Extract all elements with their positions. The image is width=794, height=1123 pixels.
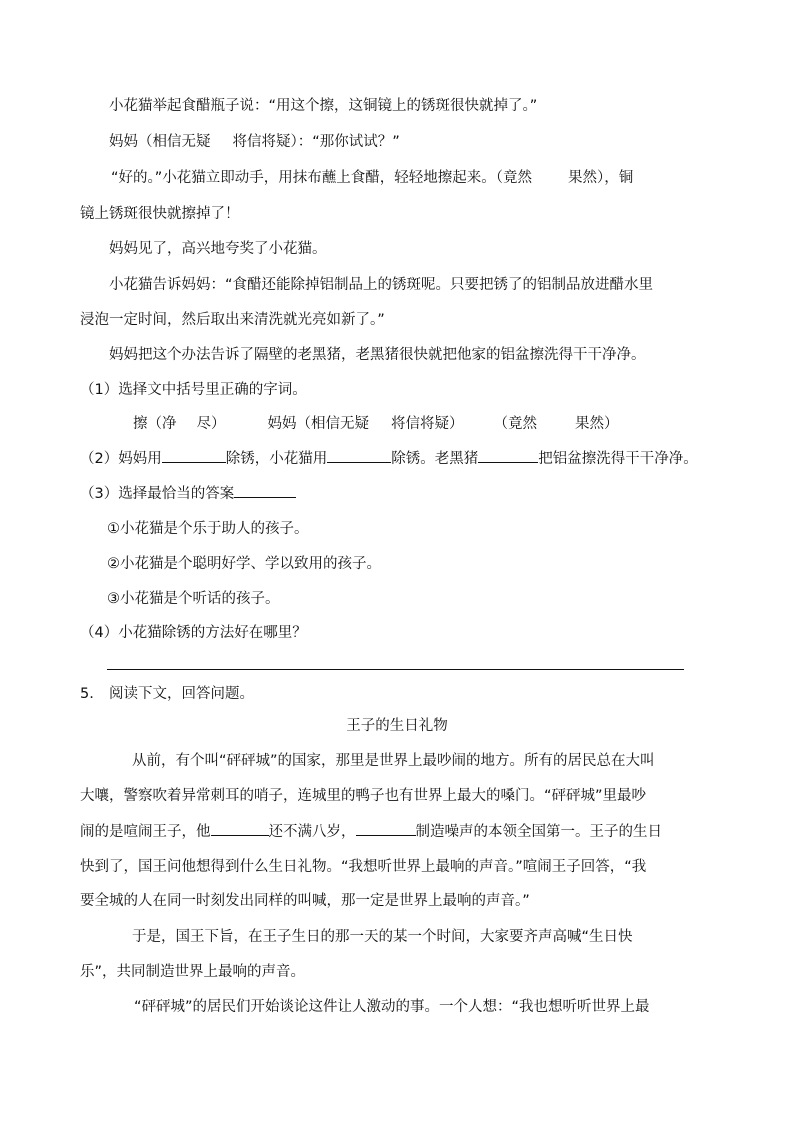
choice-text: “好的。”小花猫立即动手，用抹布蘸上食醋，轻轻地擦起来。（竟然 (111, 170, 533, 186)
story-paragraph-2-line-1: 于是，国王下旨，在王子生日的那一天的某一个时间，大家要齐声高喊“生日快 (132, 929, 633, 945)
passage-paragraph-3-line-2: 镜上锈斑很快就擦掉了！ (80, 206, 240, 222)
answer-blank[interactable] (478, 448, 538, 463)
story-text: 制造噪声的本领全国第一。王子的生日 (415, 824, 662, 840)
question-1-options (133, 413, 619, 435)
passage-paragraph-5-line-1: 小花猫告诉妈妈：“食醋还能除掉铝制品上的锈斑呢。只要把锈了的铝制品放进醋水里 (109, 277, 654, 293)
story-paragraph-1-line-1: 从前，有个叫“砰砰城”的国家，那里是世界上最吵闹的地方。所有的居民总在大叫 (132, 753, 655, 769)
story-paragraph-1-line-4: 快到了，国王问他想得到什么生日礼物。“我想听世界上最响的声音。”喧闹王子回答，“我 (80, 859, 647, 875)
question-3-option-2: ②小花猫是个聪明好学、学以致用的孩子。 (107, 556, 381, 572)
answer-line[interactable] (107, 669, 684, 670)
answer-blank[interactable] (162, 448, 226, 463)
question-3 (80, 483, 296, 505)
answer-blank[interactable] (211, 821, 269, 836)
section-instruction: 阅读下文，回答问题。 (109, 686, 254, 702)
story-title: 王子的生日礼物 (346, 718, 448, 734)
answer-blank[interactable] (234, 483, 296, 498)
story-text: 闹的是喧闹王子，他 (80, 824, 211, 840)
question-3-option-1: ①小花猫是个乐于助人的孩子。 (107, 521, 309, 537)
question-1: （1）选择文中括号里正确的字词。 (80, 382, 307, 398)
question-2 (80, 448, 698, 470)
option-text: 妈妈（相信无疑 (267, 416, 369, 432)
question-text: 除锈，小花猫用 (225, 451, 328, 467)
story-paragraph-2-line-2: 乐”，共同制造世界上最响的声音。 (80, 964, 306, 980)
choice-text: 将信将疑）：“那你试试？” (232, 134, 400, 150)
option-text: 擦（净 (133, 416, 177, 432)
passage-paragraph-3-line-1 (111, 167, 633, 189)
passage-paragraph-1: 小花猫举起食醋瓶子说：“用这个擦，这铜镜上的锈斑很快就掉了。” (109, 98, 538, 114)
option-text: 将信将疑） (391, 416, 464, 432)
story-text: 还不满八岁， (268, 824, 356, 840)
passage-paragraph-6: 妈妈把这个办法告诉了隔壁的老黑猪，老黑猪很快就把他家的铝盆擦洗得干干净净。 (109, 347, 646, 363)
story-paragraph-1-line-3 (80, 821, 662, 843)
choice-text: 妈妈（相信无疑 (109, 134, 211, 150)
option-text: 尽） (196, 416, 226, 432)
answer-blank[interactable] (327, 448, 391, 463)
story-paragraph-1-line-2: 大嚷，警察吹着异常刺耳的哨子，连城里的鸭子也有世界上最大的嗓门。“砰砰城”里最吵 (80, 788, 647, 804)
question-4: （4）小花猫除锈的方法好在哪里？ (80, 625, 307, 641)
question-text: （3）选择最恰当的答案 (80, 486, 235, 502)
section-number: 5. (80, 686, 94, 702)
question-text: （2）妈妈用 (80, 451, 162, 467)
answer-blank[interactable] (356, 821, 416, 836)
story-paragraph-3-line-1: “砰砰城”的居民们开始谈论这件让人激动的事。一个人想：“我也想听听世界上最 (134, 999, 650, 1015)
option-text: 果然） (575, 416, 619, 432)
option-text: （竟然 (493, 416, 537, 432)
passage-paragraph-5-line-2: 浸泡一定时间，然后取出来清洗就光亮如新了。” (80, 312, 385, 328)
passage-paragraph-2 (109, 131, 400, 153)
choice-text: 果然），铜 (568, 170, 634, 186)
question-text: 把铝盆擦洗得干干净净。 (538, 451, 698, 467)
passage-paragraph-4: 妈妈见了，高兴地夸奖了小花猫。 (109, 241, 327, 257)
story-paragraph-1-line-5: 要全城的人在同一时刻发出同样的叫喊，那一定是世界上最响的声音。” (80, 893, 530, 909)
question-text: 除锈。老黑猪 (391, 451, 479, 467)
question-3-option-3: ③小花猫是个听话的孩子。 (107, 591, 280, 607)
